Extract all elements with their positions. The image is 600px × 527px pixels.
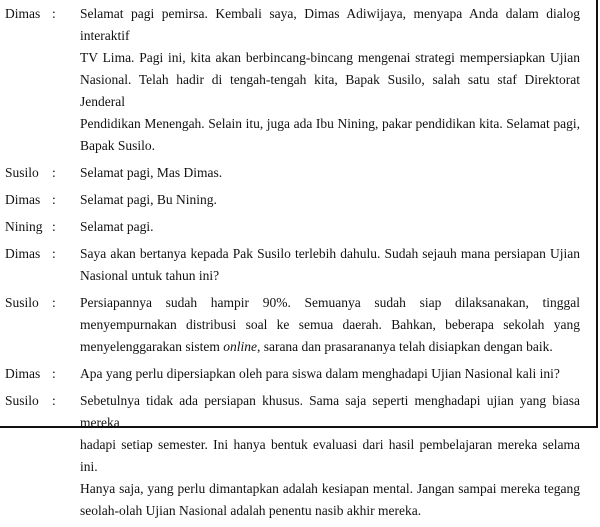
speech-line: seolah-olah Ujian Nasional adalah penentu nasib akhir mereka.: [80, 503, 422, 518]
speech-line: hadapi setiap semester. Ini hanya bentuk evaluasi dari hasil pembelajaran mereka selama ini.: [80, 437, 580, 474]
speech-line: Persiapannya sudah hampir 90%. Semuanya sudah siap dilaksanakan, tinggal: [80, 295, 580, 310]
speech-line: Pendidikan Menengah. Selain itu, juga ada Ibu Nining, pakar pendidikan kita. Selamat pagi,: [80, 116, 580, 131]
speech-line: Sebetulnya tidak ada persiapan khusus. Sama saja seperti menghadapi ujian yang biasa mereka: [80, 393, 580, 430]
speaker-colon: :: [52, 6, 56, 21]
speech-text: [80, 189, 580, 211]
speech-line: Selamat pagi, Mas Dimas.: [80, 165, 223, 180]
speaker-name: Dimas: [5, 246, 41, 261]
speech-line: Selamat pagi.: [80, 219, 154, 234]
speaker-colon: :: [52, 295, 56, 310]
speech-line: menyempurnakan distribusi soal ke semua daerah. Bahkan, beberapa sekolah yang: [80, 317, 580, 332]
speaker-name: Dimas: [5, 6, 41, 21]
dialog-turn: [0, 3, 596, 162]
speaker-name: Dimas: [5, 366, 41, 381]
speech-text: [80, 3, 580, 157]
speaker-name: Susilo: [5, 165, 39, 180]
speech-line: Nasional untuk tahun ini?: [80, 268, 220, 283]
speaker-colon: :: [52, 219, 56, 234]
speech-line: Hanya saja, yang perlu dimantapkan adalah kesiapan mental. Jangan sampai mereka tegang: [80, 481, 580, 496]
dialog-turn: [0, 162, 596, 189]
speech-text: [80, 292, 580, 358]
speech-text: [80, 162, 580, 184]
speaker-colon: :: [52, 192, 56, 207]
speaker-name: Nining: [5, 219, 43, 234]
speaker-colon: :: [52, 366, 56, 381]
speech-line: Bapak Susilo.: [80, 138, 156, 153]
speaker-colon: :: [52, 393, 56, 408]
speaker-name: Susilo: [5, 393, 39, 408]
speaker-name: Dimas: [5, 192, 41, 207]
speech-fragment: , sarana dan prasarananya telah disiapkan dengan baik.: [256, 339, 553, 354]
speaker-colon: :: [52, 246, 56, 261]
dialog-turn: [0, 216, 596, 243]
dialog-transcript: [0, 3, 596, 527]
dialog-turn: [0, 243, 596, 292]
speech-line: [80, 336, 580, 358]
speech-text: [80, 243, 580, 287]
speech-text: [80, 390, 580, 522]
speech-text: [80, 363, 580, 385]
speech-line: Nasional. Telah hadir di tengah-tengah kita, Bapak Susilo, salah satu staf Direktorat Jenderal: [80, 72, 580, 109]
speech-text: [80, 216, 580, 238]
speaker-name: Susilo: [5, 295, 39, 310]
speech-fragment: menyelenggarakan sistem: [80, 339, 224, 354]
dialog-turn: [0, 390, 596, 527]
dialog-turn: [0, 292, 596, 363]
dialog-turn: [0, 363, 596, 390]
speech-line: Selamat pagi, Bu Nining.: [80, 192, 217, 207]
dialog-turn: [0, 189, 596, 216]
speech-emphasis: online: [223, 339, 257, 354]
speech-line: Saya akan bertanya kepada Pak Susilo terlebih dahulu. Sudah sejauh mana persiapan Ujian: [80, 246, 580, 261]
speech-line: TV Lima. Pagi ini, kita akan berbincang-bincang mengenai strategi mempersiapkan Ujian: [80, 50, 580, 65]
speech-line: Apa yang perlu dipersiapkan oleh para siswa dalam menghadapi Ujian Nasional kali ini?: [80, 366, 560, 381]
speaker-colon: :: [52, 165, 56, 180]
speech-line: Selamat pagi pemirsa. Kembali saya, Dimas Adiwijaya, menyapa Anda dalam dialog interaktif: [80, 6, 580, 43]
